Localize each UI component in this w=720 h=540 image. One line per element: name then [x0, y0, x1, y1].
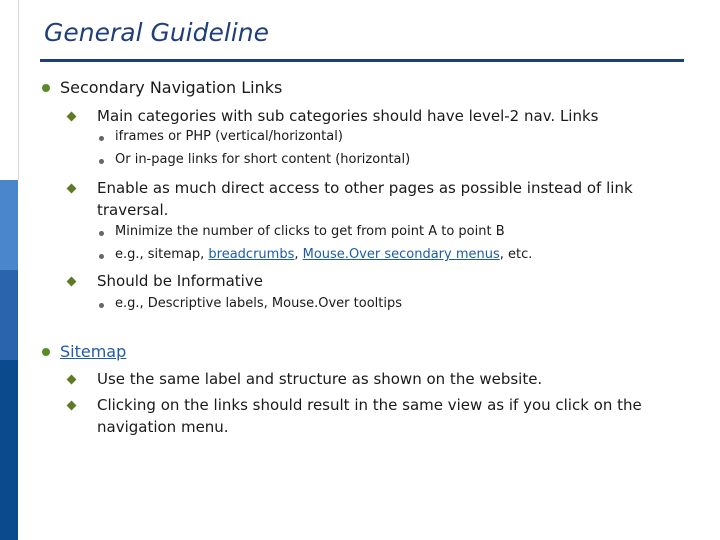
diamond-bullet-icon: [67, 401, 77, 411]
diamond-bullet-icon: [67, 277, 77, 287]
list-item: Use the same label and structure as shown on the website.: [97, 370, 543, 388]
sidebar-segment-light: [0, 180, 18, 270]
diamond-bullet-icon: [67, 375, 77, 385]
list-item: Should be Informative: [97, 272, 263, 290]
diamond-bullet-icon: [67, 112, 77, 122]
sidebar-segment-mid: [0, 270, 18, 360]
small-dot-icon: [99, 231, 104, 236]
title-underline: [40, 59, 684, 62]
sub-list-item: Or in-page links for short content (horizontal): [115, 152, 411, 167]
sub-list-item: e.g., Descriptive labels, Mouse.Over tooltips: [115, 296, 402, 311]
sub-list-item: Minimize the number of clicks to get from point A to point B: [115, 224, 505, 239]
list-item-line: Clicking on the links should result in the same view as if you click on the: [97, 396, 642, 414]
small-dot-icon: [99, 159, 104, 164]
sub-item-suffix: , etc.: [499, 247, 533, 262]
sidebar-bar: [0, 0, 18, 540]
small-dot-icon: [99, 254, 104, 259]
diamond-bullet-icon: [67, 184, 77, 194]
sub-item-separator: ,: [294, 247, 303, 262]
bullet-dot-icon: [42, 348, 50, 356]
sitemap-link[interactable]: Sitemap: [60, 342, 127, 361]
small-dot-icon: [99, 303, 104, 308]
list-item-line: Enable as much direct access to other pages as possible instead of link: [97, 179, 633, 197]
list-item-line: navigation menu.: [97, 418, 229, 436]
breadcrumbs-link[interactable]: breadcrumbs: [208, 247, 295, 262]
mouseover-menus-link[interactable]: Mouse.Over secondary menus: [302, 247, 500, 262]
small-dot-icon: [99, 136, 104, 141]
slide-title: General Guideline: [44, 18, 269, 47]
section-heading-navigation: Secondary Navigation Links: [60, 78, 283, 97]
list-item: Main categories with sub categories should have level-2 nav. Links: [97, 107, 599, 125]
sub-list-item-links: [115, 247, 532, 262]
list-item-line: traversal.: [97, 201, 169, 219]
sub-list-item: iframes or PHP (vertical/horizontal): [115, 129, 343, 144]
bullet-dot-icon: [42, 84, 50, 92]
sidebar-segment-top: [0, 0, 19, 180]
sub-item-prefix: e.g., sitemap,: [115, 247, 209, 262]
sidebar-segment-dark: [0, 360, 18, 540]
